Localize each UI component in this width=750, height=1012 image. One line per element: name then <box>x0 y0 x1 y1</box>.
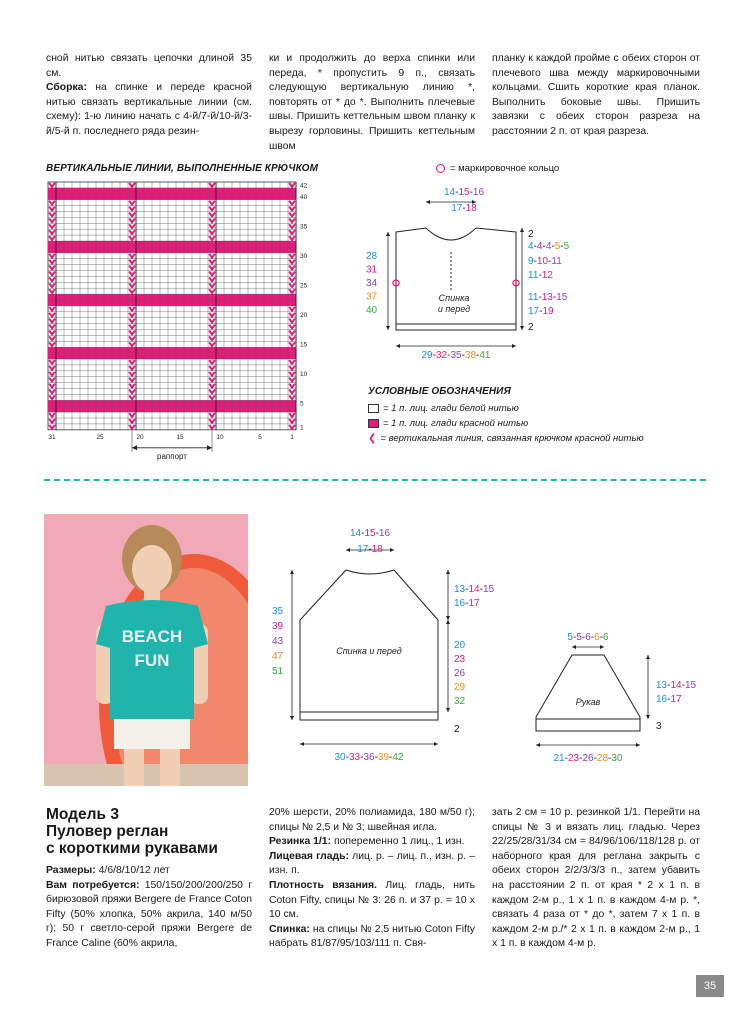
dash: - <box>345 752 349 763</box>
schema1-right7: 2 <box>528 322 534 333</box>
dash: - <box>533 241 537 252</box>
schema3-label: Рукав <box>575 697 601 707</box>
schema2-top2 <box>357 544 383 555</box>
schema1-top2-value: 18 <box>465 203 477 214</box>
schema1-top2 <box>451 203 477 214</box>
schema2-right-top-value: 14 <box>468 584 480 595</box>
dash: - <box>389 752 393 763</box>
dash: - <box>572 632 577 643</box>
chart-col-label: 1 <box>290 433 294 441</box>
bottom-column-3-text: зать 2 см = 10 р. резинкой 1/1. Перейти на спицы № 3 и вязать лиц. гладью. Через 22/25/28/31/34 см = 84/96/106/118/128 р. от наборного края для реглана закрыть с обеих сторон 2/2/3/3/3 п., затем убавить на расстоянии 2 п. от края * 2 х 1 п. в каждом 2-м р., 1 х 1 п. в каждом 4-м р. *, связать 4 раза от * до *, затем 7 х 1 п. в каждом 2-м р./* 2 х 1 п. в каждом 2-м р., 1 х 1 п. в каждом 4-м р. <box>492 807 700 950</box>
schema3-top-value: 6 <box>585 632 591 643</box>
schema3-right-top2 <box>656 694 682 705</box>
chart-col-label: 31 <box>48 433 56 441</box>
dash: - <box>447 350 451 361</box>
dash: - <box>368 544 372 555</box>
legend-item-crochet-text: = вертикальная линия, связанная крючком красной нитью <box>380 433 644 444</box>
chart-col-label: 5 <box>258 433 262 441</box>
chart-row-label: 40 <box>300 194 308 202</box>
schema1-left: 37 <box>366 291 378 303</box>
shirt-text-2: FUN <box>134 651 170 670</box>
bottom-col2-paragraph <box>269 806 475 835</box>
schema1-right5-value: 15 <box>556 292 568 303</box>
arrow-head-left <box>132 445 137 450</box>
schema1-right2-value: 5 <box>563 241 570 252</box>
red-row <box>48 400 296 406</box>
crochet-line-icon: ❮ <box>368 432 377 444</box>
top-column-2 <box>269 52 475 154</box>
schema2-top <box>350 528 390 539</box>
schema2-right-top <box>454 584 494 595</box>
schema1-right5 <box>528 292 568 303</box>
schema3-right-top-value: 13 <box>656 680 668 691</box>
red-stitch-icon <box>368 419 379 428</box>
schema2-left: 51 <box>272 666 284 677</box>
bottom-col1-paragraph <box>46 879 252 952</box>
chart-row-label: 30 <box>300 253 308 261</box>
schema2-right-mid-arrow-head <box>446 620 450 624</box>
dash: - <box>579 753 583 764</box>
girl-photo-illustration <box>44 514 248 786</box>
schema1-right4-value: 12 <box>541 270 553 281</box>
schema1-right5-value: 11 <box>528 292 539 303</box>
dash: - <box>560 241 564 252</box>
schema1-label: Спинка <box>438 293 470 303</box>
schema2-left-arrow-head <box>290 716 294 720</box>
schema3-top-value: 5 <box>576 632 582 643</box>
chart-col-label: 25 <box>96 433 104 441</box>
schema-sleeve <box>510 625 710 765</box>
schema3-right-top-arrow-head <box>646 655 650 659</box>
schema1-right2-value: 4 <box>545 241 552 252</box>
marker-ring-icon <box>436 164 445 173</box>
dash: - <box>479 584 483 595</box>
schema3-bottom-value: 23 <box>567 753 580 764</box>
schema1-right1: 2 <box>528 229 534 240</box>
chart-row-label: 35 <box>300 223 308 231</box>
schema2-top-value: 14 <box>349 528 362 539</box>
dash: - <box>361 528 365 539</box>
schema2-right-mid: 32 <box>454 696 466 707</box>
schema1-right2-value: 4 <box>536 241 543 252</box>
chart-row-label: 15 <box>300 341 308 349</box>
red-row <box>48 247 296 253</box>
shirt-text-1: BEACH <box>121 627 183 646</box>
schema2-right-top2 <box>454 598 480 609</box>
schema1-left-arrow-head <box>386 326 390 330</box>
bottom-col2-paragraph <box>269 923 475 952</box>
schema1-right6 <box>528 306 554 317</box>
top-column-3-text: планку к каждой пройме с обеих сторон от плечевого шва между маркировочными кольцами. Сшить короткие края планок. Выполнить боковые швы. Пришить завязки с обеих сторон разреза на расстоянии 2 п. от края разреза. <box>492 53 700 137</box>
schema1-bottom-value: 35 <box>450 350 462 361</box>
dash: - <box>681 680 685 691</box>
schema2-right-top-value: 15 <box>482 584 495 595</box>
chart-col-label: 15 <box>176 433 184 441</box>
schema2-right-top2-value: 16 <box>454 598 466 609</box>
dash: - <box>581 632 586 643</box>
red-row <box>48 353 296 359</box>
top-column-2-text: ки и продолжить до верха спинки или переда, * пропустить 9 п., связать следующую вертикальную линию *, повторять от * до *. Выполнить плечевые швы. Пришить кеттельным швом планку к вырезу горловины. Пришить кеттельным швом <box>269 53 475 152</box>
chart-row-label: 42 <box>300 182 308 190</box>
marker-legend-text: = маркировочное кольцо <box>450 163 560 174</box>
dash: - <box>455 187 459 198</box>
schema2-top-arrow-head <box>390 548 394 552</box>
schema2-left: 47 <box>272 651 284 662</box>
schema3-right-top-arrow-head <box>646 715 650 719</box>
red-row <box>48 347 296 353</box>
schema1-top-value: 16 <box>472 187 485 198</box>
schema2-outline <box>300 570 438 720</box>
schema1-bottom-value: 32 <box>435 350 448 361</box>
schema2-top-value: 15 <box>364 528 376 539</box>
schema2-left: 35 <box>272 606 284 617</box>
dash: - <box>564 753 568 764</box>
model-title <box>46 806 218 857</box>
schema1-left: 40 <box>366 305 378 316</box>
schema1-left: 31 <box>366 264 378 276</box>
bottom-column-2 <box>269 806 475 952</box>
section-divider <box>44 479 706 481</box>
dash: - <box>360 752 364 763</box>
schema3-right-top-value: 15 <box>684 680 697 691</box>
schema3-top-value: 6 <box>603 632 609 643</box>
schema1-right3 <box>528 256 562 267</box>
schema2-bottom-value: 33 <box>348 752 361 763</box>
model-photo <box>44 514 248 786</box>
schema3-top-value: 6 <box>594 632 600 643</box>
schema1-right-arrow-head <box>520 228 524 232</box>
top-col1-bold-label: Сборка: <box>46 82 87 94</box>
schema1-right4-value: 11 <box>528 270 539 281</box>
legend-item-red-text: = 1 п. лиц. глади красной нитью <box>383 418 529 429</box>
schema3-bottom-value: 28 <box>596 753 609 764</box>
top-col1-paragraph <box>46 81 252 139</box>
top-col1-text: сной нитью связать цепочки длиной 35 см. <box>46 53 252 79</box>
schema2-right-mid: 26 <box>454 668 466 679</box>
schema3-bottom-arrow-head <box>636 743 640 747</box>
schema1-bottom-value: 29 <box>421 350 433 361</box>
schema2-bottom-value: 42 <box>392 752 404 763</box>
schema3-bottom-arrow-head <box>536 743 540 747</box>
schema1-right6-value: 19 <box>542 306 554 317</box>
bottom-col2-paragraph <box>269 835 475 850</box>
red-row <box>48 300 296 306</box>
bottom-col2-bold-label: Спинка: <box>269 923 310 935</box>
schema2-top-value: 16 <box>378 528 391 539</box>
schema1-top <box>444 187 484 198</box>
schema2-right-mid: 29 <box>454 682 466 693</box>
bottom-col2-text: лиц. р. – лиц. п., изн. р. – изн. п. <box>269 850 475 877</box>
schema2-right-top-arrow-head <box>446 570 450 574</box>
schema1-left: 28 <box>366 251 378 262</box>
repeat-label: раппорт <box>157 451 187 461</box>
bottom-col1-bold-label: Размеры: <box>46 865 96 876</box>
dash: - <box>667 694 671 705</box>
schema1-right3-value: 9 <box>528 256 534 267</box>
schema1-top-arrow-head <box>426 200 430 204</box>
red-row <box>48 188 296 194</box>
schema2-right-mid: 23 <box>454 654 466 665</box>
dash: - <box>608 753 612 764</box>
schema2-right-top2-value: 17 <box>468 598 480 609</box>
schema2-left: 39 <box>272 621 284 632</box>
dash: - <box>538 270 542 281</box>
dash: - <box>539 306 543 317</box>
schema1-bottom-arrow-head <box>512 344 516 348</box>
top-col1-text: на спинке и переде красной нитью связать вертикальные линии (см. схему): 1-ю линию начать с 4-й/7-й/10-й/3-й/5-й п. последнего ряда резин- <box>46 82 252 137</box>
schema-back-front-2 <box>262 520 502 770</box>
dash: - <box>552 292 557 303</box>
dash: - <box>542 241 546 252</box>
schema3-right-bottom: 3 <box>656 721 662 732</box>
model-name-line1: Пуловер реглан <box>46 823 169 840</box>
schema1-outline <box>396 228 516 330</box>
top-col1-paragraph <box>46 52 252 81</box>
schema2-top2-value: 17 <box>357 544 369 555</box>
schema2-bottom-value: 30 <box>334 752 346 763</box>
red-row <box>48 241 296 247</box>
model-number: Модель 3 <box>46 806 119 823</box>
schema-back-front-1 <box>360 180 590 365</box>
chart-row-label: 20 <box>300 312 308 320</box>
schema3-bottom <box>554 753 623 764</box>
schema2-right-bottom: 2 <box>454 724 460 735</box>
schema1-right6-value: 17 <box>528 306 540 317</box>
schema3-right-top2-value: 17 <box>670 694 682 705</box>
schema1-right3-value: 11 <box>551 256 562 267</box>
chart-row-label: 10 <box>300 371 308 379</box>
bottom-col1-text: 4/6/8/10/12 лет <box>95 865 170 876</box>
bottom-col1-bold-label: Вам потребуется: <box>46 879 140 891</box>
page-number: 35 <box>696 975 724 997</box>
bottom-col2-text: на спицы № 2,5 нитью Coton Fifty набрать 81/87/95/103/111 п. Свя- <box>269 923 475 950</box>
schema1-top-value: 14 <box>443 187 456 198</box>
bottom-col2-text: Лиц. гладь, нить Coton Fifty, спицы № 3: 26 п. и 37 р. = 10 х 10 см. <box>269 879 475 921</box>
schema3-bottom-value: 21 <box>553 753 565 764</box>
schema2-right-mid-arrow-head <box>446 708 450 712</box>
dash: - <box>465 584 469 595</box>
bottom-col2-paragraph <box>269 850 475 879</box>
chart-col-label: 20 <box>136 433 144 441</box>
schema3-right-top <box>656 680 696 691</box>
schema2-top2-value: 18 <box>371 544 383 555</box>
legend-item-white-text: = 1 п. лиц. глади белой нитью <box>383 403 519 414</box>
red-row <box>48 406 296 412</box>
schema1-label: и перед <box>437 304 471 314</box>
white-stitch-icon <box>368 404 379 413</box>
schema1-right-arrow-head <box>520 326 524 330</box>
dash: - <box>548 256 552 267</box>
bottom-col2-bold-label: Плотность вязания. <box>269 879 377 891</box>
red-row <box>48 294 296 300</box>
schema3-right-top2-value: 16 <box>656 694 668 705</box>
model-name-line2: с короткими рукавами <box>46 840 218 857</box>
dash: - <box>462 203 466 214</box>
schema1-right2-value: 5 <box>554 241 561 252</box>
legend-title: УСЛОВНЫЕ ОБОЗНАЧЕНИЯ <box>368 386 511 397</box>
dash: - <box>551 241 555 252</box>
arrow-head-right <box>207 445 212 450</box>
schema2-left-arrow-head <box>290 570 294 574</box>
dash: - <box>465 598 469 609</box>
schema2-bottom-value: 36 <box>363 752 375 763</box>
schema2-bottom <box>335 752 404 763</box>
bottom-column-3 <box>492 806 700 952</box>
dash: - <box>374 752 378 763</box>
chart-title: ВЕРТИКАЛЬНЫЕ ЛИНИИ, ВЫПОЛНЕННЫЕ КРЮЧКОМ <box>46 163 318 174</box>
schema2-bottom-arrow-head <box>434 742 438 746</box>
schema1-bottom-value: 41 <box>479 350 491 361</box>
bottom-col2-text: 20% шерсти, 20% полиамида, 180 м/50 г); спицы № 2,5 и № 3; швейная игла. <box>269 807 475 833</box>
schema1-right5-value: 13 <box>541 292 553 303</box>
schema3-top-arrow-head <box>600 645 604 649</box>
schema3-outline <box>536 655 640 731</box>
dash: - <box>593 753 597 764</box>
dash: - <box>432 350 436 361</box>
schema2-label: Спинка и перед <box>336 646 402 656</box>
bottom-col2-bold-label: Лицевая гладь: <box>269 850 349 862</box>
schema1-left-arrow-head <box>386 232 390 236</box>
dash: - <box>375 528 379 539</box>
bottom-col2-text: попеременно 1 лиц., 1 изн. <box>331 836 465 848</box>
schema1-bottom-arrow-head <box>396 344 400 348</box>
schema2-top-arrow-head <box>346 548 350 552</box>
schema2-left: 43 <box>272 636 284 647</box>
schema1-top2-value: 17 <box>451 203 463 214</box>
schema2-bottom-arrow-head <box>300 742 304 746</box>
bottom-col2-paragraph <box>269 879 475 923</box>
dash: - <box>469 187 473 198</box>
schema3-top-value: 5 <box>567 632 573 643</box>
schema1-right2-value: 4 <box>528 241 534 252</box>
legend-item-red <box>368 418 528 429</box>
bottom-col2-bold-label: Резинка 1/1: <box>269 836 332 848</box>
chart-col-label: 10 <box>216 433 224 441</box>
schema3-bottom-value: 26 <box>582 753 594 764</box>
schema1-bottom-value: 38 <box>464 350 477 361</box>
crochet-chart <box>40 176 330 466</box>
schema1-bottom <box>422 350 491 361</box>
schema1-top-value: 15 <box>458 187 470 198</box>
schema2-right-mid: 20 <box>454 640 466 651</box>
top-column-1 <box>46 52 252 140</box>
chart-row-label: 25 <box>300 282 308 290</box>
schema1-right3-value: 10 <box>536 256 549 267</box>
schema2-bottom-value: 39 <box>377 752 390 763</box>
schema3-bottom-value: 30 <box>611 753 623 764</box>
schema1-left: 34 <box>366 278 378 289</box>
dash: - <box>667 680 671 691</box>
bottom-col1-text: 150/150/200/200/250 г бирюзовой пряжи Bergere de France Coton Fifty (50% хлопка, 50% акрила, 140 м/50 г); 50 г светло-серой пряжи Bergere de France Caline (60% акрила, <box>46 879 252 949</box>
dash: - <box>461 350 465 361</box>
schema3-top <box>567 632 609 643</box>
chart-row-label: 1 <box>300 424 304 432</box>
bottom-col1-paragraph <box>46 864 252 879</box>
dash: - <box>599 632 604 643</box>
schema2-right-top-arrow-head <box>446 616 450 620</box>
bottom-column-1 <box>46 864 252 952</box>
dash: - <box>538 292 542 303</box>
dash: - <box>533 256 537 267</box>
dash: - <box>476 350 480 361</box>
dash: - <box>590 632 595 643</box>
chart-row-label: 5 <box>300 400 304 408</box>
schema1-right2 <box>528 241 570 252</box>
legend-item-white <box>368 403 519 414</box>
legend-item-crochet <box>368 433 644 444</box>
schema3-top-arrow-head <box>572 645 576 649</box>
red-row <box>48 194 296 200</box>
marker-legend <box>436 163 559 174</box>
top-column-3 <box>492 52 700 140</box>
schema3-right-top-value: 14 <box>670 680 682 691</box>
schema1-right4 <box>528 270 553 281</box>
schema2-right-top-value: 13 <box>454 584 466 595</box>
